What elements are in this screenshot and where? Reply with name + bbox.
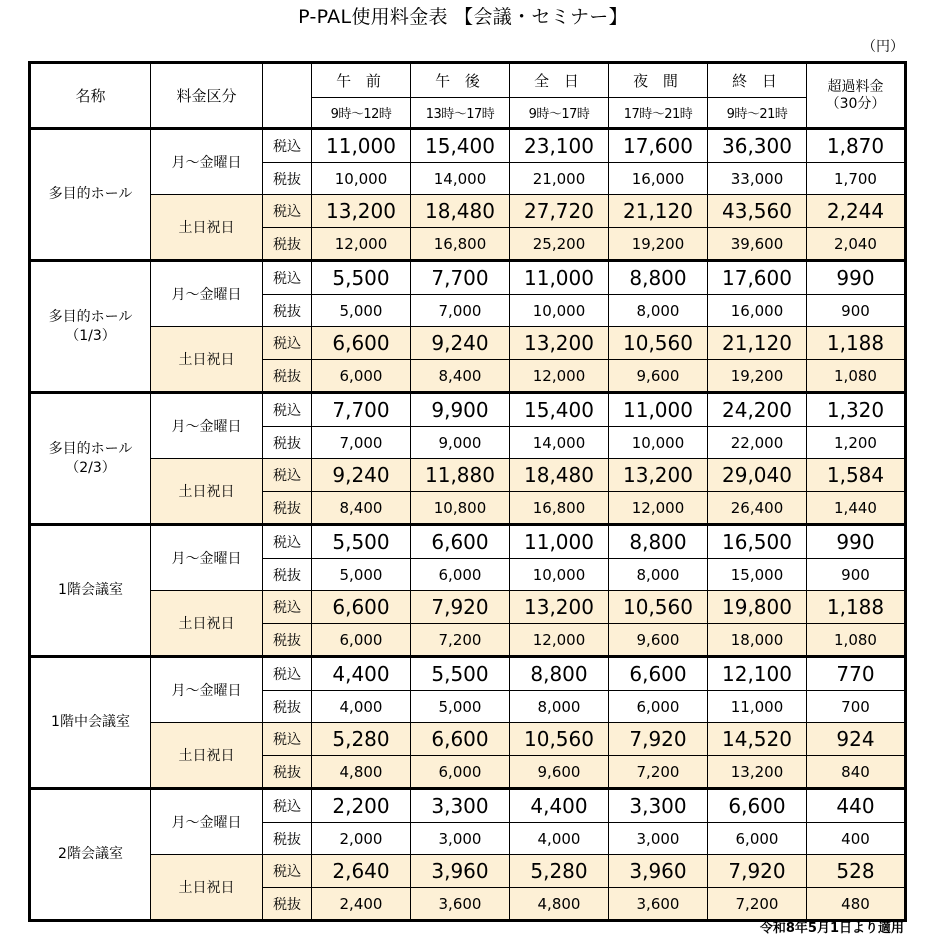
price-cell: 7,200 bbox=[708, 888, 807, 921]
price-cell: 4,000 bbox=[312, 691, 411, 723]
price-cell: 5,000 bbox=[312, 295, 411, 327]
price-cell: 12,000 bbox=[510, 624, 609, 657]
price-cell: 4,400 bbox=[510, 789, 609, 823]
weekday-label: 月～金曜日 bbox=[151, 261, 263, 327]
price-cell: 18,000 bbox=[708, 624, 807, 657]
price-cell: 12,100 bbox=[708, 657, 807, 691]
table-row bbox=[30, 657, 906, 691]
price-cell: 29,040 bbox=[708, 459, 807, 492]
page-title: P-PAL使用料金表 【会議・セミナー】 bbox=[298, 6, 628, 28]
tax-excluded-label: 税抜 bbox=[263, 427, 312, 459]
tax-included-label: 税込 bbox=[263, 459, 312, 492]
price-cell: 9,600 bbox=[510, 756, 609, 789]
price-cell: 440 bbox=[807, 789, 906, 823]
price-cell: 8,400 bbox=[411, 360, 510, 393]
room-name-line: 多目的ホール bbox=[48, 186, 133, 202]
table-row bbox=[30, 261, 906, 295]
price-cell: 16,800 bbox=[411, 228, 510, 261]
price-cell: 5,280 bbox=[510, 855, 609, 888]
price-cell: 2,640 bbox=[312, 855, 411, 888]
room-name-line: （1/3） bbox=[65, 327, 116, 344]
price-cell: 7,200 bbox=[411, 624, 510, 657]
price-cell: 15,000 bbox=[708, 559, 807, 591]
header-period: 午 前 bbox=[312, 63, 411, 98]
price-cell: 700 bbox=[807, 691, 906, 723]
price-cell: 27,720 bbox=[510, 195, 609, 228]
price-cell: 8,800 bbox=[609, 261, 708, 295]
price-cell: 6,600 bbox=[312, 327, 411, 360]
weekday-label: 月～金曜日 bbox=[151, 657, 263, 723]
tax-included-label: 税込 bbox=[263, 525, 312, 559]
price-cell: 3,000 bbox=[609, 823, 708, 855]
header-time: 9時～21時 bbox=[708, 98, 807, 129]
price-cell: 400 bbox=[807, 823, 906, 855]
price-cell: 7,700 bbox=[411, 261, 510, 295]
tax-included-label: 税込 bbox=[263, 789, 312, 823]
tax-excluded-label: 税抜 bbox=[263, 691, 312, 723]
price-cell: 8,400 bbox=[312, 492, 411, 525]
price-cell: 840 bbox=[807, 756, 906, 789]
price-cell: 9,900 bbox=[411, 393, 510, 427]
price-cell: 15,400 bbox=[510, 393, 609, 427]
tax-included-label: 税込 bbox=[263, 129, 312, 163]
room-name-line: 多目的ホール bbox=[48, 308, 133, 325]
price-cell: 6,600 bbox=[411, 525, 510, 559]
price-cell: 528 bbox=[807, 855, 906, 888]
price-cell: 2,200 bbox=[312, 789, 411, 823]
price-cell: 10,560 bbox=[510, 723, 609, 756]
header-category: 料金区分 bbox=[151, 63, 263, 129]
price-cell: 23,100 bbox=[510, 129, 609, 163]
table-row bbox=[30, 591, 906, 624]
price-cell: 9,600 bbox=[609, 360, 708, 393]
holiday-label: 土日祝日 bbox=[151, 459, 263, 525]
tax-excluded-label: 税抜 bbox=[263, 624, 312, 657]
price-cell: 17,600 bbox=[609, 129, 708, 163]
price-cell: 1,320 bbox=[807, 393, 906, 427]
weekday-label: 月～金曜日 bbox=[151, 789, 263, 855]
tax-excluded-label: 税抜 bbox=[263, 163, 312, 195]
weekday-label: 月～金曜日 bbox=[151, 129, 263, 195]
price-cell: 10,000 bbox=[312, 163, 411, 195]
price-cell: 5,500 bbox=[312, 261, 411, 295]
table-row bbox=[30, 195, 906, 228]
table-row bbox=[30, 855, 906, 888]
price-cell: 6,600 bbox=[708, 789, 807, 823]
price-cell: 19,200 bbox=[609, 228, 708, 261]
price-cell: 1,584 bbox=[807, 459, 906, 492]
header-overtime bbox=[807, 63, 906, 129]
price-cell: 11,000 bbox=[510, 261, 609, 295]
price-cell: 6,000 bbox=[411, 559, 510, 591]
price-cell: 13,200 bbox=[609, 459, 708, 492]
holiday-label: 土日祝日 bbox=[151, 327, 263, 393]
price-cell: 8,800 bbox=[609, 525, 708, 559]
room-name-line: （2/3） bbox=[65, 459, 116, 476]
price-cell: 7,000 bbox=[312, 427, 411, 459]
tax-included-label: 税込 bbox=[263, 327, 312, 360]
price-cell: 7,920 bbox=[609, 723, 708, 756]
tax-excluded-label: 税抜 bbox=[263, 228, 312, 261]
price-cell: 7,920 bbox=[708, 855, 807, 888]
price-cell: 21,120 bbox=[609, 195, 708, 228]
holiday-label: 土日祝日 bbox=[151, 723, 263, 789]
price-cell: 13,200 bbox=[708, 756, 807, 789]
tax-included-label: 税込 bbox=[263, 261, 312, 295]
tax-included-label: 税込 bbox=[263, 393, 312, 427]
price-cell: 16,500 bbox=[708, 525, 807, 559]
price-cell: 1,870 bbox=[807, 129, 906, 163]
price-cell: 6,600 bbox=[411, 723, 510, 756]
price-cell: 1,440 bbox=[807, 492, 906, 525]
price-cell: 13,200 bbox=[312, 195, 411, 228]
price-cell: 11,000 bbox=[312, 129, 411, 163]
price-cell: 5,500 bbox=[411, 657, 510, 691]
tax-excluded-label: 税抜 bbox=[263, 295, 312, 327]
header-overtime-label: 超過料金 bbox=[827, 78, 884, 95]
holiday-label: 土日祝日 bbox=[151, 855, 263, 921]
price-cell: 11,880 bbox=[411, 459, 510, 492]
header-name: 名称 bbox=[30, 63, 151, 129]
weekday-label: 月～金曜日 bbox=[151, 393, 263, 459]
holiday-label: 土日祝日 bbox=[151, 195, 263, 261]
tax-included-label: 税込 bbox=[263, 723, 312, 756]
price-cell: 19,200 bbox=[708, 360, 807, 393]
price-cell: 10,000 bbox=[510, 295, 609, 327]
tax-included-label: 税込 bbox=[263, 855, 312, 888]
price-cell: 3,300 bbox=[411, 789, 510, 823]
price-cell: 480 bbox=[807, 888, 906, 921]
price-cell: 6,000 bbox=[411, 756, 510, 789]
tax-excluded-label: 税抜 bbox=[263, 492, 312, 525]
tax-excluded-label: 税抜 bbox=[263, 888, 312, 921]
price-cell: 2,244 bbox=[807, 195, 906, 228]
price-cell: 33,000 bbox=[708, 163, 807, 195]
price-cell: 12,000 bbox=[510, 360, 609, 393]
price-cell: 1,188 bbox=[807, 327, 906, 360]
price-cell: 36,300 bbox=[708, 129, 807, 163]
price-cell: 7,000 bbox=[411, 295, 510, 327]
room-name bbox=[30, 393, 151, 525]
room-name bbox=[30, 261, 151, 393]
price-cell: 7,200 bbox=[609, 756, 708, 789]
price-cell: 2,400 bbox=[312, 888, 411, 921]
table-row bbox=[30, 459, 906, 492]
price-cell: 4,000 bbox=[510, 823, 609, 855]
price-cell: 11,000 bbox=[609, 393, 708, 427]
price-cell: 6,000 bbox=[312, 360, 411, 393]
price-cell: 16,000 bbox=[609, 163, 708, 195]
fee-table bbox=[28, 61, 907, 922]
weekday-label: 月～金曜日 bbox=[151, 525, 263, 591]
price-cell: 990 bbox=[807, 525, 906, 559]
tax-included-label: 税込 bbox=[263, 657, 312, 691]
price-cell: 21,120 bbox=[708, 327, 807, 360]
room-name-line: 1階中会議室 bbox=[51, 714, 130, 730]
price-cell: 3,000 bbox=[411, 823, 510, 855]
price-cell: 3,960 bbox=[411, 855, 510, 888]
price-cell: 25,200 bbox=[510, 228, 609, 261]
price-cell: 9,000 bbox=[411, 427, 510, 459]
price-cell: 16,800 bbox=[510, 492, 609, 525]
price-cell: 3,600 bbox=[411, 888, 510, 921]
price-cell: 3,960 bbox=[609, 855, 708, 888]
tax-included-label: 税込 bbox=[263, 591, 312, 624]
price-cell: 1,700 bbox=[807, 163, 906, 195]
price-cell: 18,480 bbox=[411, 195, 510, 228]
price-cell: 13,200 bbox=[510, 591, 609, 624]
price-cell: 6,000 bbox=[708, 823, 807, 855]
price-cell: 14,000 bbox=[411, 163, 510, 195]
price-cell: 1,188 bbox=[807, 591, 906, 624]
header-blank bbox=[263, 63, 312, 129]
price-cell: 4,800 bbox=[312, 756, 411, 789]
effective-date-note: 令和8年5月1日より適用 bbox=[759, 921, 904, 936]
header-overtime-unit: （30分） bbox=[825, 95, 886, 112]
price-cell: 10,560 bbox=[609, 591, 708, 624]
price-cell: 8,000 bbox=[609, 295, 708, 327]
header-time: 9時～17時 bbox=[510, 98, 609, 129]
price-cell: 770 bbox=[807, 657, 906, 691]
price-cell: 6,600 bbox=[609, 657, 708, 691]
price-cell: 8,000 bbox=[609, 559, 708, 591]
price-cell: 18,480 bbox=[510, 459, 609, 492]
price-cell: 5,000 bbox=[312, 559, 411, 591]
holiday-label: 土日祝日 bbox=[151, 591, 263, 657]
price-cell: 10,560 bbox=[609, 327, 708, 360]
price-cell: 43,560 bbox=[708, 195, 807, 228]
header-time: 13時～17時 bbox=[411, 98, 510, 129]
price-cell: 39,600 bbox=[708, 228, 807, 261]
price-cell: 7,920 bbox=[411, 591, 510, 624]
header-time: 17時～21時 bbox=[609, 98, 708, 129]
price-cell: 4,400 bbox=[312, 657, 411, 691]
room-name bbox=[30, 129, 151, 261]
price-cell: 9,600 bbox=[609, 624, 708, 657]
price-cell: 1,080 bbox=[807, 360, 906, 393]
price-cell: 1,200 bbox=[807, 427, 906, 459]
price-cell: 15,400 bbox=[411, 129, 510, 163]
room-name bbox=[30, 525, 151, 657]
price-cell: 11,000 bbox=[708, 691, 807, 723]
price-cell: 5,500 bbox=[312, 525, 411, 559]
price-cell: 10,000 bbox=[609, 427, 708, 459]
room-name bbox=[30, 789, 151, 921]
header-period: 夜 間 bbox=[609, 63, 708, 98]
table-row bbox=[30, 789, 906, 823]
price-cell: 6,000 bbox=[609, 691, 708, 723]
tax-excluded-label: 税抜 bbox=[263, 756, 312, 789]
table-row bbox=[30, 393, 906, 427]
price-cell: 14,520 bbox=[708, 723, 807, 756]
table-row bbox=[30, 525, 906, 559]
price-cell: 14,000 bbox=[510, 427, 609, 459]
price-cell: 4,800 bbox=[510, 888, 609, 921]
room-name-line: 2階会議室 bbox=[58, 846, 123, 862]
price-cell: 9,240 bbox=[411, 327, 510, 360]
room-name bbox=[30, 657, 151, 789]
price-cell: 19,800 bbox=[708, 591, 807, 624]
price-cell: 6,000 bbox=[312, 624, 411, 657]
price-cell: 22,000 bbox=[708, 427, 807, 459]
header-period: 午 後 bbox=[411, 63, 510, 98]
header-row bbox=[30, 63, 906, 98]
price-cell: 17,600 bbox=[708, 261, 807, 295]
tax-excluded-label: 税抜 bbox=[263, 559, 312, 591]
currency-unit: （円） bbox=[862, 39, 904, 55]
price-cell: 924 bbox=[807, 723, 906, 756]
header-time: 9時～12時 bbox=[312, 98, 411, 129]
room-name-line: 多目的ホール bbox=[48, 440, 133, 457]
price-cell: 8,800 bbox=[510, 657, 609, 691]
tax-included-label: 税込 bbox=[263, 195, 312, 228]
price-cell: 3,600 bbox=[609, 888, 708, 921]
price-cell: 10,000 bbox=[510, 559, 609, 591]
table-row bbox=[30, 327, 906, 360]
price-cell: 12,000 bbox=[609, 492, 708, 525]
price-cell: 5,000 bbox=[411, 691, 510, 723]
price-cell: 13,200 bbox=[510, 327, 609, 360]
price-cell: 1,080 bbox=[807, 624, 906, 657]
price-cell: 8,000 bbox=[510, 691, 609, 723]
table-row bbox=[30, 723, 906, 756]
price-cell: 7,700 bbox=[312, 393, 411, 427]
price-cell: 5,280 bbox=[312, 723, 411, 756]
tax-excluded-label: 税抜 bbox=[263, 360, 312, 393]
price-cell: 9,240 bbox=[312, 459, 411, 492]
price-cell: 11,000 bbox=[510, 525, 609, 559]
price-cell: 26,400 bbox=[708, 492, 807, 525]
price-cell: 6,600 bbox=[312, 591, 411, 624]
price-cell: 12,000 bbox=[312, 228, 411, 261]
header-period: 全 日 bbox=[510, 63, 609, 98]
price-cell: 900 bbox=[807, 295, 906, 327]
tax-excluded-label: 税抜 bbox=[263, 823, 312, 855]
price-cell: 990 bbox=[807, 261, 906, 295]
price-cell: 2,040 bbox=[807, 228, 906, 261]
table-row bbox=[30, 129, 906, 163]
price-cell: 900 bbox=[807, 559, 906, 591]
price-cell: 21,000 bbox=[510, 163, 609, 195]
price-cell: 3,300 bbox=[609, 789, 708, 823]
room-name-line: 1階会議室 bbox=[58, 582, 123, 598]
header-period: 終 日 bbox=[708, 63, 807, 98]
price-cell: 16,000 bbox=[708, 295, 807, 327]
price-cell: 10,800 bbox=[411, 492, 510, 525]
price-cell: 24,200 bbox=[708, 393, 807, 427]
price-cell: 2,000 bbox=[312, 823, 411, 855]
